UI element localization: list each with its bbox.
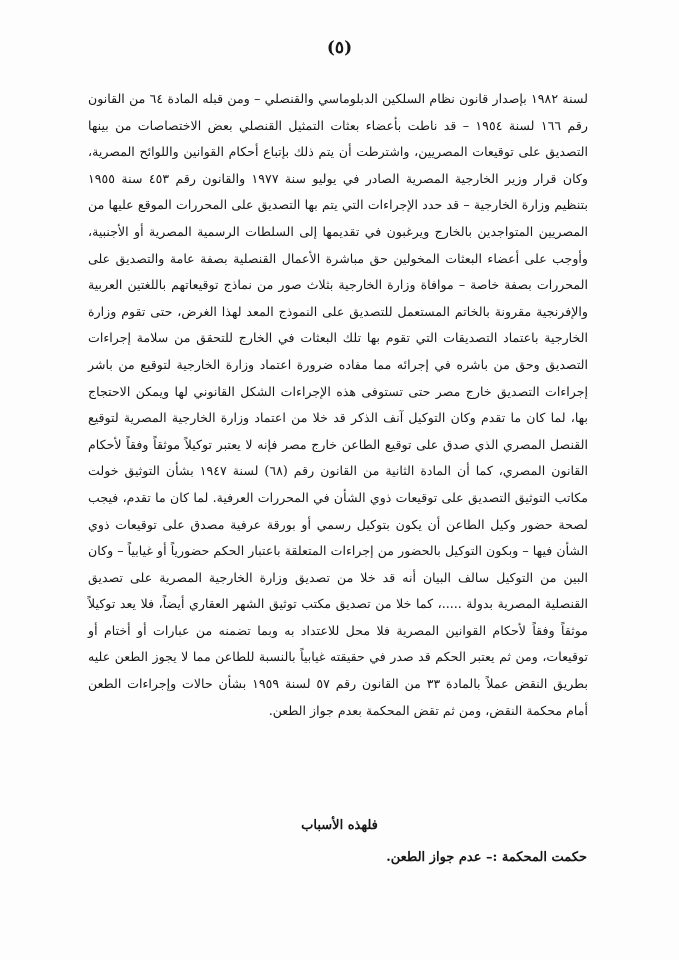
section-heading: فلهذه الأسباب — [301, 818, 378, 833]
verdict-line: حكمت المحكمة :– عدم جواز الطعن. — [386, 850, 587, 865]
page-number: (٥) — [326, 38, 353, 58]
body-paragraph: لسنة ١٩٨٢ بإصدار قانون نظام السلكين الدبلوماسي والقنصلي – ومن قبله المادة ٦٤ من القانون رقم ١٦٦ لسنة ١٩٥٤ – قد ناطت بأعضاء بعثات التمثيل القنصلي بعض الاختصاصات من بينها التصديق على توقيعات المصريين، واشترطت أن يتم ذلك بإتباع أحكام القوانين واللوائح المصرية، وكان قرار وزير الخارجية المصرية الصادر في يوليو سنة ١٩٧٧ والقانون رقم ٤٥٣ سنة ١٩٥٥ بتنظيم وزارة الخارجية – قد حدد الإجراءات التي يتم بها التصديق على المحررات الموقع عليها من المصريين المتواجدين بالخارج ويرغبون في تقديمها إلى السلطات الرسمية المصرية أو الأجنبية، وأوجب على أعضاء البعثات المخولين حق مباشرة الأعمال القنصلية بصفة عامة والتصديق على المحررات بصفة خاصة – موافاة وزارة الخارجية بثلاث صور من نماذج توقيعاتهم باللغتين العربية والإفرنجية مقرونة بالخاتم المستعمل للتصديق على النموذج المعد لهذا الغرض، حتى تقوم وزارة الخارجية باعتماد التصديقات التي تقوم بها تلك البعثات في الخارج للتحقق من سلامة إجراءات التصديق وحق من باشره في إجرائه مما مفاده ضرورة اعتماد وزارة الخارجية لتوقيع من باشر إجراءات التصديق خارج مصر حتى تستوفى هذه الإجراءات الشكل القانوني لها ويمكن الاحتجاج بها، لما كان ما تقدم وكان التوكيل آنف الذكر قد خلا من اعتماد وزارة الخارجية المصرية لتوقيع القنصل المصري الذي صدق على توقيع الطاعن خارج مصر فإنه لا يعتبر توكيلاً موثقاً وفقاً لأحكام القانون المصري، كما أن المادة الثانية من القانون رقم (٦٨) لسنة ١٩٤٧ بشأن التوثيق خولت مكاتب التوثيق التصديق على توقيعات ذوي الشأن في المحررات العرفية. لما كان ما تقدم، فيجب لصحة حضور وكيل الطاعن أن يكون بتوكيل رسمي أو بورقة عرفية مصدق على توقيعات ذوي الشأن فيها – وبكون التوكيل بالحضور من إجراءات المتعلقة باعتبار الحكم حضورياً أو غيابياً – وكان البين من التوكيل سالف البيان أنه قد خلا من تصديق وزارة الخارجية المصرية على تصديق القنصلية المصرية بدولة .....، كما خلا من تصديق مكتب توثيق الشهر العقاري أيضاً، فلا يعد توكيلاً موثقاً وفقاً لأحكام القوانين المصرية فلا محل للاعتداد به وبما تضمنه من عبارات أو أختام أو توقيعات، ومن ثم يعتبر الحكم قد صدر في حقيقته غيابياً بالنسبة للطاعن مما لا يجوز الطعن عليه بطريق النقض عملاً بالمادة ٣٣ من القانون رقم ٥٧ لسنة ١٩٥٩ بشأن حالات وإجراءات الطعن أمام محكمة النقض، ومن ثم تقض المحكمة بعدم جواز الطعن. — [88, 91, 589, 718]
